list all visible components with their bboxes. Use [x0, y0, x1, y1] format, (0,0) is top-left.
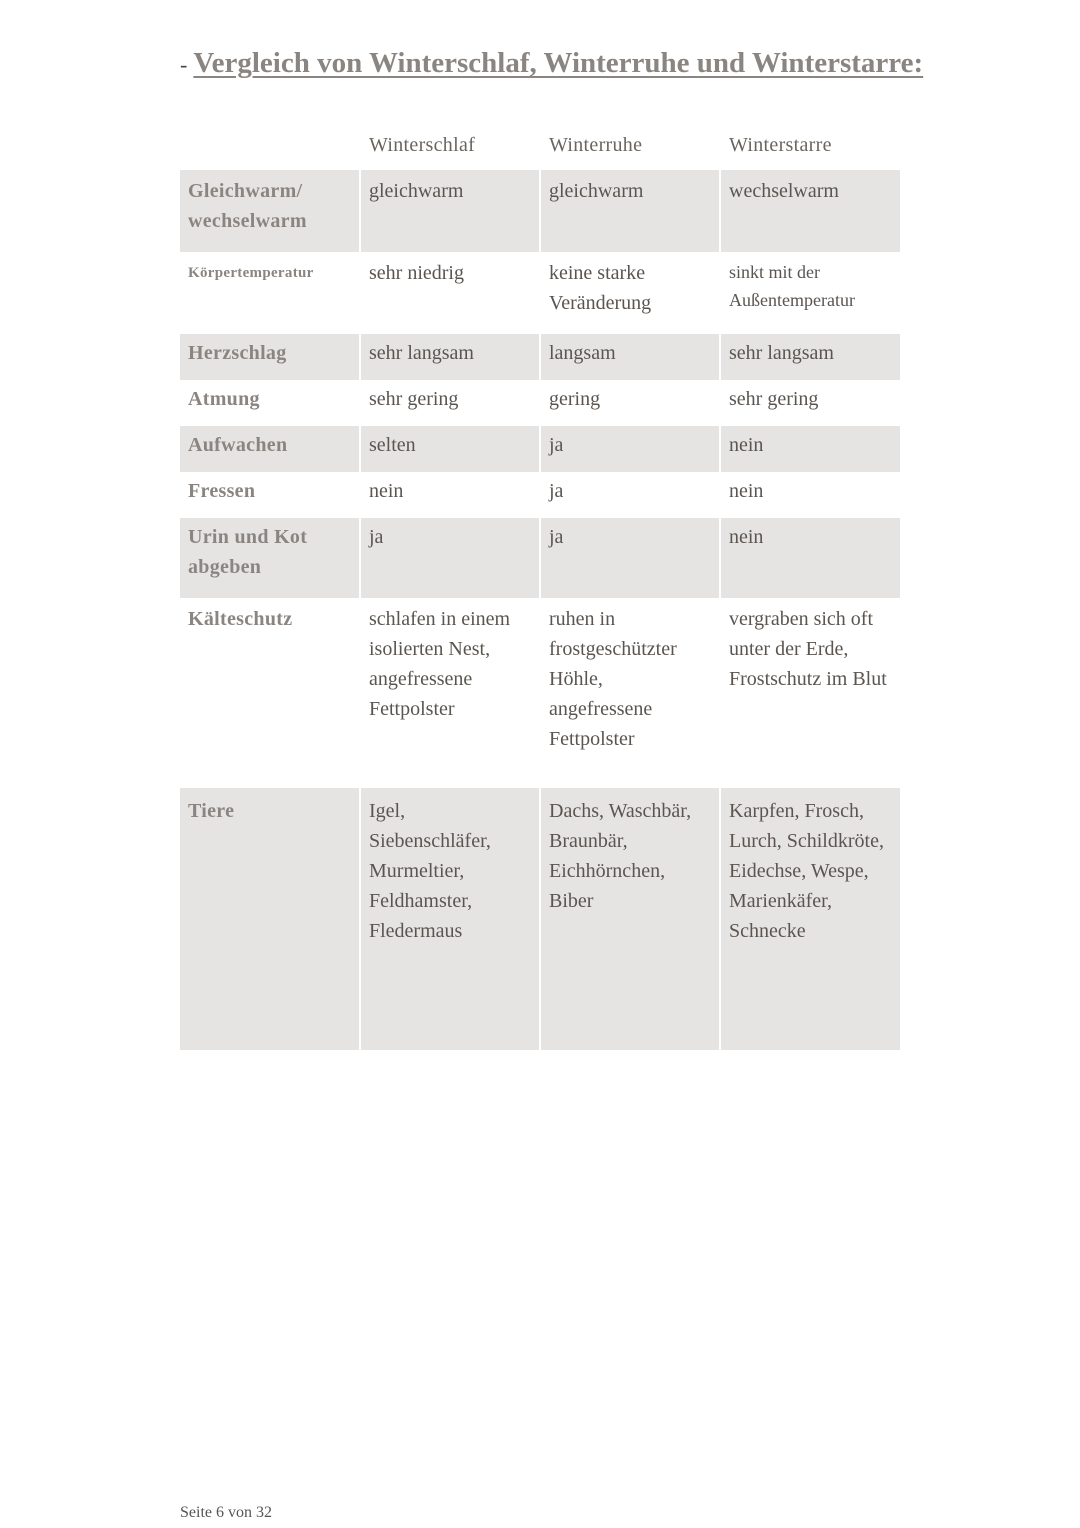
table-cell: ruhen in frostgeschützter Höhle, angefressene Fettpolster [540, 598, 720, 788]
table-cell: langsam [540, 334, 720, 380]
table-cell: Karpfen, Frosch, Lurch, Schildkröte, Eidechse, Wespe, Marienkäfer, Schnecke [720, 788, 900, 1050]
table-row [180, 334, 900, 380]
row-label: Urin und Kot abgeben [180, 518, 360, 598]
table-row [180, 518, 900, 598]
table-row [180, 598, 900, 788]
table-cell: nein [729, 480, 764, 502]
row-label: Tiere [180, 788, 360, 1050]
table-cell: sehr langsam [720, 334, 900, 380]
table-cell: schlafen in einem isolierten Nest, angefressene Fettpolster [360, 598, 540, 788]
page-number: Seite 6 von 32 [180, 1504, 272, 1521]
table-row [180, 788, 900, 1050]
table-row [180, 426, 900, 472]
header-winterstarre: Winterstarre [729, 134, 832, 156]
heading-title: Vergleich von Winterschlaf, Winterruhe und Winterstarre: [193, 47, 924, 79]
table-cell: gleichwarm [540, 170, 720, 252]
row-label: Aufwachen [180, 426, 360, 472]
table-cell: Igel, Siebenschläfer, Murmeltier, Feldhamster, Fledermaus [360, 788, 540, 1050]
table-cell: ja [540, 472, 720, 518]
comparison-table [180, 122, 900, 1050]
header-winterschlaf: Winterschlaf [360, 122, 540, 170]
table-cell: Dachs, Waschbär, Braunbär, Eichhörnchen, Biber [540, 788, 720, 1050]
table-cell: gleichwarm [360, 170, 540, 252]
table-cell: gering [540, 380, 720, 426]
table-row [180, 472, 900, 518]
row-label: Herzschlag [180, 334, 360, 380]
table-cell: nein [720, 518, 900, 598]
table-cell: sehr gering [360, 380, 540, 426]
table-cell: wechselwarm [720, 170, 900, 252]
row-label: Gleichwarm/ wechselwarm [180, 170, 360, 252]
table-cell: keine starke Veränderung [540, 252, 720, 334]
header-winterruhe: Winterruhe [540, 122, 720, 170]
table-row [180, 170, 900, 252]
table-row [180, 380, 900, 426]
table-row [180, 252, 900, 334]
table-cell: sehr gering [729, 388, 819, 410]
table-cell: sinkt mit der Außentemperatur [729, 262, 855, 310]
table-cell: sehr niedrig [360, 252, 540, 334]
table-cell: ja [540, 518, 720, 598]
table-cell: vergraben sich oft unter der Erde, Frostschutz im Blut [729, 608, 887, 690]
row-label: Kälteschutz [180, 598, 360, 788]
table-cell: ja [360, 518, 540, 598]
table-cell: nein [720, 426, 900, 472]
row-label: Atmung [180, 380, 360, 426]
heading-dash: - [180, 52, 188, 77]
row-label: Körpertemperatur [180, 252, 360, 334]
page-heading [180, 44, 940, 84]
table-cell: selten [360, 426, 540, 472]
header-empty-cell [180, 122, 360, 170]
row-label: Fressen [180, 472, 360, 518]
table-cell: sehr langsam [360, 334, 540, 380]
table-cell: ja [540, 426, 720, 472]
table-cell: nein [360, 472, 540, 518]
table-header-row [180, 122, 900, 170]
